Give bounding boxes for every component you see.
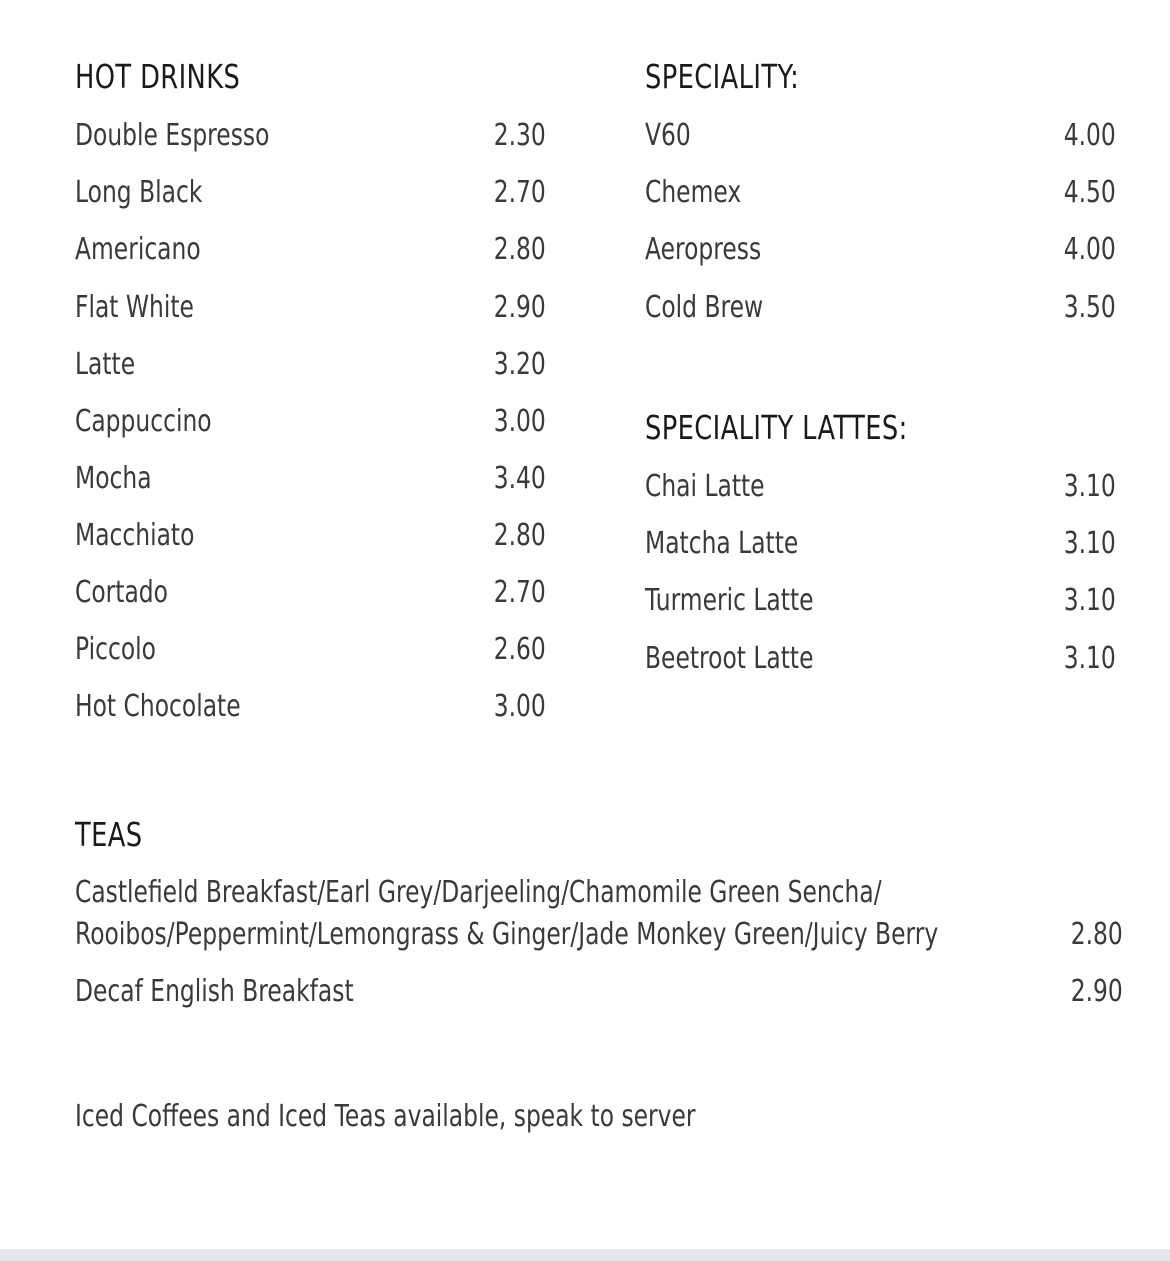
menu-item-name: Decaf English Breakfast (75, 974, 354, 1009)
menu-item-name: Piccolo (75, 632, 156, 667)
menu-item-name: Americano (75, 232, 201, 267)
menu-item-name: Cortado (75, 575, 168, 610)
menu-item-name: Matcha Latte (645, 526, 799, 561)
menu-item-name: Cappuccino (75, 404, 212, 439)
menu-item-price: 3.10 (1063, 469, 1116, 504)
menu-item-price: 2.90 (1070, 974, 1123, 1009)
menu-item-price: 3.00 (493, 404, 546, 439)
tea-list-line-1: Castlefield Breakfast/Earl Grey/Darjeeling/Chamomile Green Sencha/ (75, 875, 882, 910)
tea-list-line-2: Rooibos/Peppermint/Lemongrass & Ginger/Jade Monkey Green/Juicy Berry (75, 917, 939, 952)
teas-heading: TEAS (75, 815, 143, 854)
menu-item-name: Hot Chocolate (75, 689, 241, 724)
menu-item-name: Macchiato (75, 518, 195, 553)
menu-item-name: Cold Brew (645, 290, 764, 325)
footer-note: Iced Coffees and Iced Teas available, speak to server (75, 1099, 696, 1134)
menu-item-name: Flat White (75, 290, 194, 325)
menu-item-name: Double Espresso (75, 118, 270, 153)
menu-item-name: Beetroot Latte (645, 641, 814, 676)
menu-item-price: 2.70 (493, 175, 546, 210)
menu-item-name: Turmeric Latte (645, 583, 814, 618)
menu-item-price: 3.10 (1063, 526, 1116, 561)
menu-item-price: 2.30 (493, 118, 546, 153)
hot-drinks-heading: HOT DRINKS (75, 57, 241, 96)
speciality-heading: SPECIALITY: (645, 57, 800, 96)
menu-item-name: Chai Latte (645, 469, 765, 504)
menu-item-price: 2.80 (1070, 917, 1123, 952)
menu-item-price: 3.10 (1063, 641, 1116, 676)
menu-item-price: 2.80 (493, 232, 546, 267)
speciality-lattes-heading: SPECIALITY LATTES: (645, 408, 908, 447)
menu-item-name: Mocha (75, 461, 152, 496)
menu-item-price: 4.00 (1063, 118, 1116, 153)
menu-item-price: 2.80 (493, 518, 546, 553)
menu-item-price: 4.00 (1063, 232, 1116, 267)
menu-item-price: 3.20 (493, 347, 546, 382)
menu-item-name: Long Black (75, 175, 203, 210)
menu-item-name: Chemex (645, 175, 742, 210)
menu-item-price: 3.40 (493, 461, 546, 496)
menu-item-price: 2.60 (493, 632, 546, 667)
bottom-bar (0, 1249, 1170, 1261)
menu-item-price: 3.10 (1063, 583, 1116, 618)
menu-item-price: 2.70 (493, 575, 546, 610)
menu-item-name: V60 (645, 118, 691, 153)
menu-item-name: Latte (75, 347, 136, 382)
menu-item-price: 4.50 (1063, 175, 1116, 210)
menu-item-price: 3.50 (1063, 290, 1116, 325)
menu-item-price: 2.90 (493, 290, 546, 325)
menu-item-price: 3.00 (493, 689, 546, 724)
menu-item-name: Aeropress (645, 232, 762, 267)
